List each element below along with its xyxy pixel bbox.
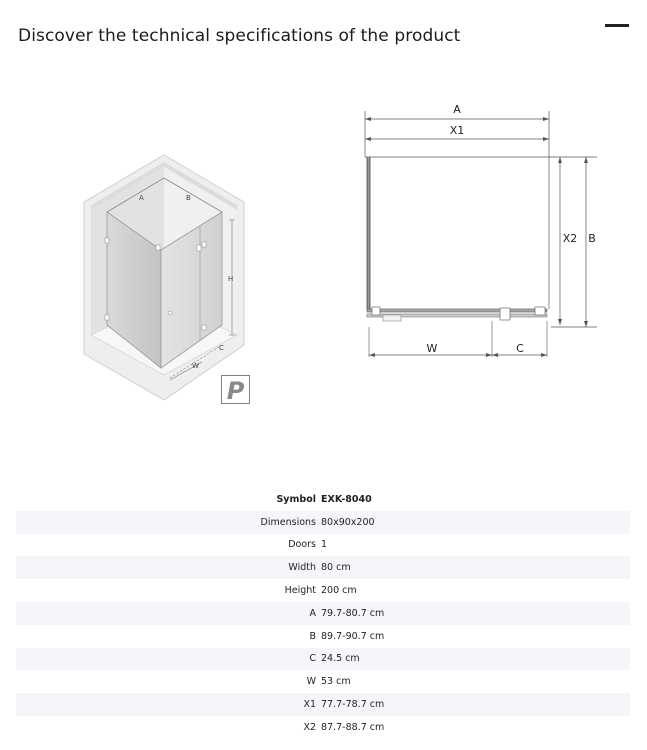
plan-label-c: C	[516, 342, 524, 355]
specs-key: Width	[288, 562, 316, 574]
specs-value: EXK-8040	[321, 493, 372, 505]
specs-value: 87.7-88.7 cm	[321, 721, 385, 733]
plan-view-drawing	[355, 95, 605, 375]
specs-row-a	[16, 602, 630, 625]
specs-key: C	[309, 653, 316, 665]
specs-value: 77.7-78.7 cm	[321, 699, 385, 711]
specs-value: 79.7-80.7 cm	[321, 607, 385, 619]
iso-label-b: B	[186, 194, 191, 202]
specs-key: Doors	[288, 539, 316, 551]
page-title: Discover the technical specifications of the product	[18, 26, 461, 46]
specs-value: 24.5 cm	[321, 653, 360, 665]
specs-table	[16, 488, 630, 739]
specs-key: X2	[303, 721, 316, 733]
specs-key: W	[306, 676, 316, 688]
specs-key: A	[309, 607, 316, 619]
specs-row-doors	[16, 534, 630, 557]
specs-value: 80x90x200	[321, 516, 375, 528]
specs-row-width	[16, 556, 630, 579]
specs-value: 200 cm	[321, 585, 357, 597]
specs-value: 89.7-90.7 cm	[321, 630, 385, 642]
iso-label-w: W	[192, 362, 199, 370]
specs-key: Symbol	[276, 493, 316, 505]
specs-value: 53 cm	[321, 676, 351, 688]
specs-key: Height	[284, 585, 316, 597]
iso-label-h: H	[228, 275, 234, 283]
iso-label-c: C	[219, 344, 224, 352]
plan-label-w: W	[426, 342, 438, 355]
iso-label-a: A	[139, 194, 144, 202]
hamburger-menu-icon[interactable]	[605, 24, 629, 27]
plan-label-a: A	[453, 103, 461, 116]
specs-row-height	[16, 579, 630, 602]
specs-row-dimensions	[16, 511, 630, 534]
specs-value: 80 cm	[321, 562, 351, 574]
plan-label-b: B	[588, 232, 596, 245]
specs-row-w	[16, 670, 630, 693]
specs-row-x2	[16, 716, 630, 739]
specs-row-c	[16, 648, 630, 671]
specs-row-b	[16, 625, 630, 648]
plan-label-x2: X2	[562, 232, 578, 245]
specs-key: B	[309, 630, 316, 642]
specs-row-symbol	[16, 488, 630, 511]
specs-row-x1	[16, 693, 630, 716]
specs-key: X1	[303, 699, 316, 711]
badge-letter: P	[226, 377, 245, 404]
specs-key: Dimensions	[260, 516, 316, 528]
isometric-shower-drawing	[82, 150, 257, 410]
product-badge-p	[221, 375, 250, 404]
plan-label-x1: X1	[449, 124, 465, 137]
specs-value: 1	[321, 539, 328, 551]
